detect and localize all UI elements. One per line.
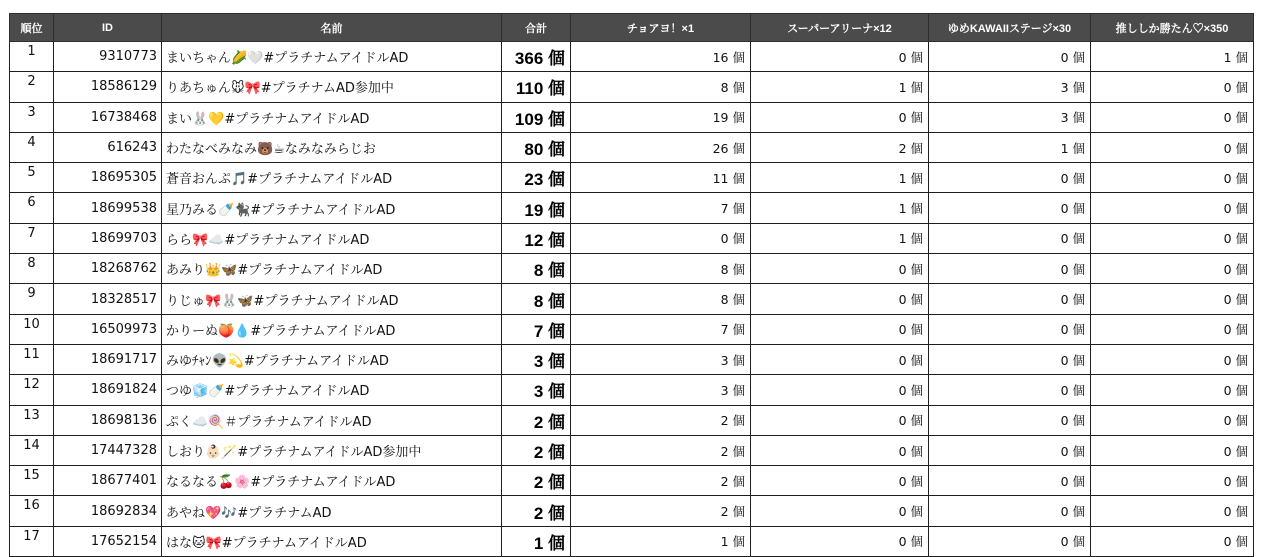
gift-oshi-shika-katan-count: 0 個 [1091,435,1254,465]
gift-choayo-count: 19 個 [571,102,751,132]
gift-choayo-count: 3 個 [571,375,751,405]
gift-yume-kawaii-stage-count: 3 個 [929,72,1091,102]
gift-oshi-shika-katan-count: 0 個 [1091,284,1254,314]
name-cell: しおり👶🏻🪄#プラチナムアイドルAD参加中 [162,435,502,465]
rank-cell: 10 [10,314,54,344]
name-cell: まい🐰💛#プラチナムアイドルAD [162,102,502,132]
gift-oshi-shika-katan-count: 0 個 [1091,405,1254,435]
total-cell: 3 個 [502,344,571,374]
header-gift-super-arena: スーパーアリーナ×12 [751,14,929,42]
name-cell: つゆ🧊🍼#プラチナムアイドルAD [162,375,502,405]
gift-choayo-count: 8 個 [571,284,751,314]
gift-super-arena-count: 2 個 [751,132,929,162]
gift-super-arena-count: 0 個 [751,42,929,72]
gift-yume-kawaii-stage-count: 0 個 [929,496,1091,526]
table-row [10,496,1254,526]
gift-choayo-count: 7 個 [571,193,751,223]
rank-cell: 16 [10,496,54,526]
id-cell: 18698136 [54,405,162,435]
name-cell: あみり👑🦋#プラチナムアイドルAD [162,254,502,284]
gift-yume-kawaii-stage-count: 0 個 [929,375,1091,405]
name-cell: はな🐱🎀#プラチナムアイドルAD [162,526,502,556]
name-cell: かりーぬ🍑💧#プラチナムアイドルAD [162,314,502,344]
table-row [10,102,1254,132]
gift-super-arena-count: 0 個 [751,344,929,374]
gift-choayo-count: 0 個 [571,223,751,253]
gift-yume-kawaii-stage-count: 3 個 [929,102,1091,132]
table-row [10,405,1254,435]
rank-cell: 9 [10,284,54,314]
gift-choayo-count: 8 個 [571,254,751,284]
gift-super-arena-count: 0 個 [751,284,929,314]
name-cell: あやね💖🎶#プラチナムAD [162,496,502,526]
gift-yume-kawaii-stage-count: 0 個 [929,344,1091,374]
header-gift-choayo: チョアヨ！×1 [571,14,751,42]
name-cell: まいちゃん🌽🤍#プラチナムアイドルAD [162,42,502,72]
total-cell: 3 個 [502,375,571,405]
gift-choayo-count: 2 個 [571,466,751,496]
id-cell: 18699703 [54,223,162,253]
name-cell: らら🎀☁️#プラチナムアイドルAD [162,223,502,253]
gift-choayo-count: 2 個 [571,496,751,526]
rank-cell: 11 [10,344,54,374]
rank-cell: 8 [10,254,54,284]
gift-super-arena-count: 1 個 [751,193,929,223]
gift-oshi-shika-katan-count: 1 個 [1091,42,1254,72]
header-gift-yume-kawaii-stage: ゆめKAWAIIステージ×30 [929,14,1091,42]
id-cell: 18692834 [54,496,162,526]
rank-cell: 13 [10,405,54,435]
gift-oshi-shika-katan-count: 0 個 [1091,375,1254,405]
gift-yume-kawaii-stage-count: 0 個 [929,284,1091,314]
gift-oshi-shika-katan-count: 0 個 [1091,496,1254,526]
id-cell: 18268762 [54,254,162,284]
rank-cell: 1 [10,42,54,72]
total-cell: 23 個 [502,163,571,193]
gift-oshi-shika-katan-count: 0 個 [1091,526,1254,556]
gift-super-arena-count: 0 個 [751,102,929,132]
gift-super-arena-count: 0 個 [751,466,929,496]
gift-super-arena-count: 0 個 [751,526,929,556]
gift-yume-kawaii-stage-count: 0 個 [929,526,1091,556]
total-cell: 2 個 [502,496,571,526]
table-row [10,314,1254,344]
id-cell: 18586129 [54,72,162,102]
gift-super-arena-count: 0 個 [751,496,929,526]
gift-oshi-shika-katan-count: 0 個 [1091,72,1254,102]
table-row [10,526,1254,556]
rank-cell: 12 [10,375,54,405]
ranking-table [9,13,1254,557]
gift-super-arena-count: 1 個 [751,72,929,102]
gift-yume-kawaii-stage-count: 0 個 [929,163,1091,193]
name-cell: みゆﾁｬﾝ👽💫#プラチナムアイドルAD [162,344,502,374]
name-cell: りあちゅん🐭🎀#プラチナムAD参加中 [162,72,502,102]
total-cell: 80 個 [502,132,571,162]
total-cell: 2 個 [502,405,571,435]
gift-choayo-count: 2 個 [571,435,751,465]
name-cell: 星乃みる🍼🐈‍⬛#プラチナムアイドルAD [162,193,502,223]
header-rank: 順位 [10,14,54,42]
gift-choayo-count: 1 個 [571,526,751,556]
header-name: 名前 [162,14,502,42]
gift-oshi-shika-katan-count: 0 個 [1091,163,1254,193]
gift-oshi-shika-katan-count: 0 個 [1091,254,1254,284]
id-cell: 16509973 [54,314,162,344]
total-cell: 110 個 [502,72,571,102]
name-cell: 蒼音おんぷ🎵#プラチナムアイドルAD [162,163,502,193]
total-cell: 8 個 [502,284,571,314]
gift-yume-kawaii-stage-count: 0 個 [929,42,1091,72]
table-row [10,193,1254,223]
table-row [10,375,1254,405]
gift-choayo-count: 26 個 [571,132,751,162]
total-cell: 2 個 [502,466,571,496]
total-cell: 8 個 [502,254,571,284]
table-row [10,72,1254,102]
gift-choayo-count: 3 個 [571,344,751,374]
gift-oshi-shika-katan-count: 0 個 [1091,193,1254,223]
gift-super-arena-count: 0 個 [751,254,929,284]
ranking-table-body [10,42,1254,557]
gift-super-arena-count: 1 個 [751,223,929,253]
gift-oshi-shika-katan-count: 0 個 [1091,314,1254,344]
id-cell: 616243 [54,132,162,162]
gift-super-arena-count: 0 個 [751,405,929,435]
gift-yume-kawaii-stage-count: 0 個 [929,254,1091,284]
id-cell: 18695305 [54,163,162,193]
gift-choayo-count: 2 個 [571,405,751,435]
total-cell: 366 個 [502,42,571,72]
gift-yume-kawaii-stage-count: 0 個 [929,405,1091,435]
table-row [10,254,1254,284]
table-row [10,163,1254,193]
id-cell: 18699538 [54,193,162,223]
header-total: 合計 [502,14,571,42]
name-cell: わたなべみなみ🐻☕なみなみらじお [162,132,502,162]
gift-super-arena-count: 1 個 [751,163,929,193]
table-row [10,435,1254,465]
gift-yume-kawaii-stage-count: 0 個 [929,314,1091,344]
id-cell: 18328517 [54,284,162,314]
rank-cell: 17 [10,526,54,556]
id-cell: 18691824 [54,375,162,405]
total-cell: 19 個 [502,193,571,223]
gift-yume-kawaii-stage-count: 1 個 [929,132,1091,162]
header-id: ID [54,14,162,42]
gift-yume-kawaii-stage-count: 0 個 [929,223,1091,253]
gift-choayo-count: 16 個 [571,42,751,72]
rank-cell: 4 [10,132,54,162]
table-row [10,42,1254,72]
gift-yume-kawaii-stage-count: 0 個 [929,435,1091,465]
rank-cell: 14 [10,435,54,465]
rank-cell: 2 [10,72,54,102]
rank-cell: 3 [10,102,54,132]
name-cell: ぷく☁️🍭＃プラチナムアイドルAD [162,405,502,435]
name-cell: なるなる🍒🌸#プラチナムアイドルAD [162,466,502,496]
table-row [10,344,1254,374]
table-row [10,132,1254,162]
ranking-table-container [9,13,1253,557]
table-header-row [10,14,1254,42]
table-row [10,466,1254,496]
total-cell: 109 個 [502,102,571,132]
header-gift-oshi-shika-katan: 推ししか勝たん♡×350 [1091,14,1254,42]
total-cell: 7 個 [502,314,571,344]
id-cell: 18677401 [54,466,162,496]
gift-choayo-count: 11 個 [571,163,751,193]
total-cell: 12 個 [502,223,571,253]
gift-super-arena-count: 0 個 [751,435,929,465]
id-cell: 17652154 [54,526,162,556]
id-cell: 17447328 [54,435,162,465]
rank-cell: 5 [10,163,54,193]
table-row [10,284,1254,314]
id-cell: 18691717 [54,344,162,374]
gift-oshi-shika-katan-count: 0 個 [1091,466,1254,496]
rank-cell: 15 [10,466,54,496]
gift-oshi-shika-katan-count: 0 個 [1091,132,1254,162]
gift-super-arena-count: 0 個 [751,375,929,405]
id-cell: 9310773 [54,42,162,72]
rank-cell: 6 [10,193,54,223]
name-cell: りじゅ🎀🐰🦋#プラチナムアイドルAD [162,284,502,314]
gift-oshi-shika-katan-count: 0 個 [1091,344,1254,374]
total-cell: 1 個 [502,526,571,556]
gift-choayo-count: 8 個 [571,72,751,102]
gift-choayo-count: 7 個 [571,314,751,344]
gift-oshi-shika-katan-count: 0 個 [1091,223,1254,253]
rank-cell: 7 [10,223,54,253]
total-cell: 2 個 [502,435,571,465]
gift-super-arena-count: 0 個 [751,314,929,344]
gift-yume-kawaii-stage-count: 0 個 [929,193,1091,223]
gift-yume-kawaii-stage-count: 0 個 [929,466,1091,496]
id-cell: 16738468 [54,102,162,132]
table-row [10,223,1254,253]
gift-oshi-shika-katan-count: 0 個 [1091,102,1254,132]
